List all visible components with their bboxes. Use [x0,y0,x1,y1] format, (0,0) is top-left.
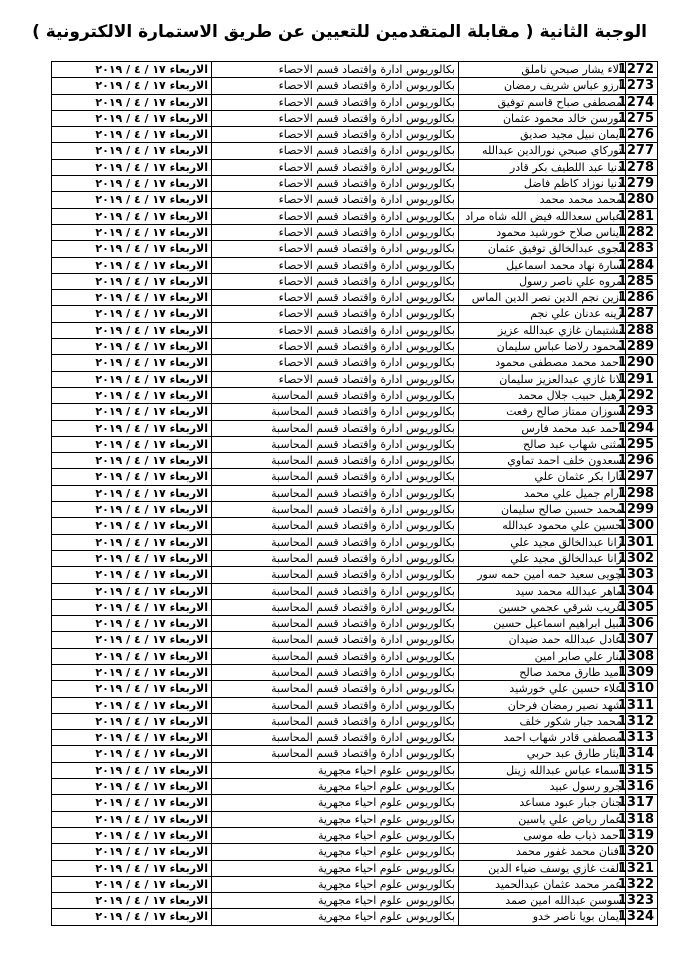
interview-date: الاربعاء ١٧ / ٤ / ٢٠١٩ [52,648,212,664]
row-number: 1305 [626,599,658,615]
applicant-name: توركاي صبحي نورالدين عبدالله [459,143,626,159]
interview-date: الاربعاء ١٧ / ٤ / ٢٠١٩ [52,779,212,795]
table-row [52,355,658,371]
interview-date: الاربعاء ١٧ / ٤ / ٢٠١٩ [52,860,212,876]
applicant-name: نشتيمان غازي عبدالله عزيز [459,322,626,338]
table-row [52,844,658,860]
degree-specialty: بكالوريوس علوم احياء مجهرية [212,811,459,827]
interview-date: الاربعاء ١٧ / ٤ / ٢٠١٩ [52,730,212,746]
degree-specialty: بكالوريوس ادارة واقتصاد قسم المحاسبة [212,502,459,518]
row-number: 1297 [626,469,658,485]
interview-date: الاربعاء ١٧ / ٤ / ٢٠١٩ [52,208,212,224]
table-row [52,322,658,338]
table-row [52,159,658,175]
degree-specialty: بكالوريوس ادارة واقتصاد قسم المحاسبة [212,713,459,729]
applicant-name: شهد نصير رمضان فرحان [459,697,626,713]
table-row [52,290,658,306]
table-row [52,534,658,550]
degree-specialty: بكالوريوس علوم احياء مجهرية [212,827,459,843]
table-row [52,469,658,485]
interview-date: الاربعاء ١٧ / ٤ / ٢٠١٩ [52,420,212,436]
applicants-table-body [52,62,658,926]
row-number: 1316 [626,779,658,795]
row-number: 1280 [626,192,658,208]
row-number: 1324 [626,909,658,925]
applicant-name: مروه علي ناصر رسول [459,273,626,289]
row-number: 1312 [626,713,658,729]
degree-specialty: بكالوريوس علوم احياء مجهرية [212,860,459,876]
degree-specialty: بكالوريوس ادارة واقتصاد قسم المحاسبة [212,697,459,713]
interview-date: الاربعاء ١٧ / ٤ / ٢٠١٩ [52,795,212,811]
degree-specialty: بكالوريوس ادارة واقتصاد قسم الاحصاء [212,273,459,289]
degree-specialty: بكالوريوس ادارة واقتصاد قسم المحاسبة [212,730,459,746]
applicant-name: اسماء عباس عبدالله زينل [459,762,626,778]
row-number: 1299 [626,502,658,518]
interview-date: الاربعاء ١٧ / ٤ / ٢٠١٩ [52,550,212,566]
applicant-name: ايمان بويا ناصر خدو [459,909,626,925]
degree-specialty: بكالوريوس ادارة واقتصاد قسم المحاسبة [212,616,459,632]
table-row [52,127,658,143]
degree-specialty: بكالوريوس علوم احياء مجهرية [212,844,459,860]
table-row [52,811,658,827]
degree-specialty: بكالوريوس ادارة واقتصاد قسم المحاسبة [212,404,459,420]
table-row [52,143,658,159]
interview-date: الاربعاء ١٧ / ٤ / ٢٠١٩ [52,469,212,485]
degree-specialty: بكالوريوس ادارة واقتصاد قسم الاحصاء [212,143,459,159]
table-row [52,762,658,778]
table-row [52,371,658,387]
row-number: 1313 [626,730,658,746]
table-row [52,893,658,909]
interview-date: الاربعاء ١٧ / ٤ / ٢٠١٩ [52,94,212,110]
row-number: 1314 [626,746,658,762]
row-number: 1274 [626,94,658,110]
applicant-name: احمد عبد محمد فارس [459,420,626,436]
interview-date: الاربعاء ١٧ / ٤ / ٢٠١٩ [52,355,212,371]
table-row [52,616,658,632]
applicant-name: مصطفى صباح قاسم توفيق [459,94,626,110]
row-number: 1298 [626,485,658,501]
row-number: 1296 [626,453,658,469]
row-number: 1310 [626,681,658,697]
row-number: 1290 [626,355,658,371]
row-number: 1317 [626,795,658,811]
applicant-name: مثنى شهاب عبد صالح [459,436,626,452]
degree-specialty: بكالوريوس ادارة واقتصاد قسم المحاسبة [212,534,459,550]
degree-specialty: بكالوريوس ادارة واقتصاد قسم المحاسبة [212,599,459,615]
interview-date: الاربعاء ١٧ / ٤ / ٢٠١٩ [52,616,212,632]
table-row [52,404,658,420]
degree-specialty: بكالوريوس ادارة واقتصاد قسم الاحصاء [212,110,459,126]
page-title: الوجبة الثانية ( مقابلة المتقدمين للتعيين عن طريق الاستمارة الالكترونية ) [32,22,647,42]
row-number: 1323 [626,893,658,909]
row-number: 1306 [626,616,658,632]
degree-specialty: بكالوريوس ادارة واقتصاد قسم المحاسبة [212,436,459,452]
table-row [52,518,658,534]
degree-specialty: بكالوريوس علوم احياء مجهرية [212,795,459,811]
applicant-name: سارة نهاد محمد اسماعيل [459,257,626,273]
applicant-name: ايناس صلاح خورشيد محمود [459,224,626,240]
applicant-name: دنيا نوزاد كاظم فاضل [459,176,626,192]
applicant-name: الفت غازي يوسف ضياء الدين [459,860,626,876]
table-row [52,176,658,192]
interview-date: الاربعاء ١٧ / ٤ / ٢٠١٩ [52,827,212,843]
degree-specialty: بكالوريوس ادارة واقتصاد قسم المحاسبة [212,469,459,485]
interview-date: الاربعاء ١٧ / ٤ / ٢٠١٩ [52,632,212,648]
applicant-name: دنيا عبد اللطيف بكر قادر [459,159,626,175]
interview-date: الاربعاء ١٧ / ٤ / ٢٠١٩ [52,909,212,925]
degree-specialty: بكالوريوس ادارة واقتصاد قسم المحاسبة [212,632,459,648]
degree-specialty: بكالوريوس ادارة واقتصاد قسم الاحصاء [212,371,459,387]
interview-date: الاربعاء ١٧ / ٤ / ٢٠١٩ [52,192,212,208]
interview-date: الاربعاء ١٧ / ٤ / ٢٠١٩ [52,436,212,452]
degree-specialty: بكالوريوس ادارة واقتصاد قسم المحاسبة [212,567,459,583]
interview-date: الاربعاء ١٧ / ٤ / ٢٠١٩ [52,697,212,713]
row-number: 1275 [626,110,658,126]
table-row [52,632,658,648]
interview-date: الاربعاء ١٧ / ٤ / ٢٠١٩ [52,876,212,892]
row-number: 1303 [626,567,658,583]
applicant-name: مصطفى قادر شهاب احمد [459,730,626,746]
interview-date: الاربعاء ١٧ / ٤ / ٢٠١٩ [52,257,212,273]
degree-specialty: بكالوريوس ادارة واقتصاد قسم المحاسبة [212,453,459,469]
degree-specialty: بكالوريوس ادارة واقتصاد قسم الاحصاء [212,176,459,192]
table-row [52,876,658,892]
degree-specialty: بكالوريوس ادارة واقتصاد قسم الاحصاء [212,127,459,143]
table-row [52,681,658,697]
table-row [52,273,658,289]
table-row [52,860,658,876]
applicant-name: عمر محمد عثمان عبدالحميد [459,876,626,892]
interview-date: الاربعاء ١٧ / ٤ / ٢٠١٩ [52,583,212,599]
row-number: 1285 [626,273,658,289]
table-row [52,208,658,224]
table-row [52,257,658,273]
degree-specialty: بكالوريوس ادارة واقتصاد قسم المحاسبة [212,746,459,762]
degree-specialty: بكالوريوس علوم احياء مجهرية [212,876,459,892]
applicant-name: افنان محمد غفور محمد [459,844,626,860]
table-row [52,224,658,240]
row-number: 1315 [626,762,658,778]
degree-specialty: بكالوريوس ادارة واقتصاد قسم المحاسبة [212,550,459,566]
table-row [52,730,658,746]
applicant-name: جنان جبار عبود مساعد [459,795,626,811]
applicant-name: محمد محمد محمد [459,192,626,208]
interview-date: الاربعاء ١٧ / ٤ / ٢٠١٩ [52,518,212,534]
applicants-table [51,61,658,926]
applicant-name: سعدون خلف احمد تماوي [459,453,626,469]
interview-date: الاربعاء ١٧ / ٤ / ٢٠١٩ [52,404,212,420]
row-number: 1287 [626,306,658,322]
degree-specialty: بكالوريوس ادارة واقتصاد قسم المحاسبة [212,518,459,534]
row-number: 1321 [626,860,658,876]
degree-specialty: بكالوريوس ادارة واقتصاد قسم المحاسبة [212,583,459,599]
applicant-name: زينه عدنان علي نجم [459,306,626,322]
applicant-name: رهيل حبيب جلال محمد [459,387,626,403]
row-number: 1286 [626,290,658,306]
interview-date: الاربعاء ١٧ / ٤ / ٢٠١٩ [52,453,212,469]
row-number: 1289 [626,339,658,355]
interview-date: الاربعاء ١٧ / ٤ / ٢٠١٩ [52,159,212,175]
interview-date: الاربعاء ١٧ / ٤ / ٢٠١٩ [52,306,212,322]
row-number: 1318 [626,811,658,827]
applicant-name: علاء حسين علي خورشيد [459,681,626,697]
degree-specialty: بكالوريوس علوم احياء مجهرية [212,893,459,909]
applicant-name: نورسن خالد محمود عثمان [459,110,626,126]
row-number: 1304 [626,583,658,599]
row-number: 1308 [626,648,658,664]
applicant-name: عادل عبدالله حمد ضيدان [459,632,626,648]
table-row [52,110,658,126]
table-row [52,436,658,452]
row-number: 1301 [626,534,658,550]
applicant-name: ازين نجم الدين نصر الدين الماس [459,290,626,306]
row-number: 1294 [626,420,658,436]
table-row [52,502,658,518]
applicant-name: لانا غازي عبدالعزيز سليمان [459,371,626,387]
degree-specialty: بكالوريوس ادارة واقتصاد قسم الاحصاء [212,339,459,355]
degree-specialty: بكالوريوس ادارة واقتصاد قسم الاحصاء [212,241,459,257]
interview-date: الاربعاء ١٧ / ٤ / ٢٠١٩ [52,290,212,306]
row-number: 1319 [626,827,658,843]
row-number: 1282 [626,224,658,240]
degree-specialty: بكالوريوس علوم احياء مجهرية [212,779,459,795]
table-row [52,664,658,680]
applicant-name: نبيل ابراهيم اسماعيل حسين [459,616,626,632]
applicant-name: الاء يشار صبحي ناملق [459,62,626,78]
applicant-name: زانا عبدالخالق مجيد علي [459,534,626,550]
table-row [52,420,658,436]
degree-specialty: بكالوريوس علوم احياء مجهرية [212,909,459,925]
table-row [52,795,658,811]
applicant-name: تارا بكر عثمان علي [459,469,626,485]
row-number: 1277 [626,143,658,159]
table-row [52,713,658,729]
table-row [52,192,658,208]
row-number: 1293 [626,404,658,420]
applicant-name: نجوى عبدالخالق توفيق عثمان [459,241,626,257]
row-number: 1284 [626,257,658,273]
applicant-name: حسين علي محمود عبدالله [459,518,626,534]
table-row [52,94,658,110]
row-number: 1300 [626,518,658,534]
interview-date: الاربعاء ١٧ / ٤ / ٢٠١٩ [52,62,212,78]
table-row [52,599,658,615]
interview-date: الاربعاء ١٧ / ٤ / ٢٠١٩ [52,811,212,827]
degree-specialty: بكالوريوس ادارة واقتصاد قسم المحاسبة [212,420,459,436]
applicant-name: غريب شرقي عجمي حسين [459,599,626,615]
applicant-name: عباس سعدالله فيض الله شاه مراد [459,208,626,224]
degree-specialty: بكالوريوس ادارة واقتصاد قسم الاحصاء [212,306,459,322]
applicant-name: اميد طارق محمد صالح [459,664,626,680]
interview-date: الاربعاء ١٧ / ٤ / ٢٠١٩ [52,176,212,192]
interview-date: الاربعاء ١٧ / ٤ / ٢٠١٩ [52,371,212,387]
table-row [52,550,658,566]
row-number: 1281 [626,208,658,224]
degree-specialty: بكالوريوس ادارة واقتصاد قسم الاحصاء [212,322,459,338]
applicant-name: ارزو عباس شريف رمضان [459,78,626,94]
row-number: 1309 [626,664,658,680]
interview-date: الاربعاء ١٧ / ٤ / ٢٠١٩ [52,339,212,355]
degree-specialty: بكالوريوس ادارة واقتصاد قسم الاحصاء [212,208,459,224]
applicant-name: ماهر عبدالله محمد سيد [459,583,626,599]
degree-specialty: بكالوريوس ادارة واقتصاد قسم الاحصاء [212,78,459,94]
table-row [52,697,658,713]
interview-date: الاربعاء ١٧ / ٤ / ٢٠١٩ [52,78,212,94]
degree-specialty: بكالوريوس ادارة واقتصاد قسم المحاسبة [212,648,459,664]
degree-specialty: بكالوريوس ادارة واقتصاد قسم المحاسبة [212,387,459,403]
table-row [52,648,658,664]
table-row [52,339,658,355]
table-row [52,583,658,599]
applicant-name: احمد ذياب طه موسى [459,827,626,843]
interview-date: الاربعاء ١٧ / ٤ / ٢٠١٩ [52,387,212,403]
degree-specialty: بكالوريوس علوم احياء مجهرية [212,762,459,778]
row-number: 1311 [626,697,658,713]
row-number: 1292 [626,387,658,403]
applicant-name: چويى سعيد حمه امين حمه سور [459,567,626,583]
applicant-name: جرو رسول عبيد [459,779,626,795]
interview-date: الاربعاء ١٧ / ٤ / ٢٠١٩ [52,599,212,615]
degree-specialty: بكالوريوس ادارة واقتصاد قسم الاحصاء [212,94,459,110]
table-row [52,387,658,403]
table-row [52,62,658,78]
interview-date: الاربعاء ١٧ / ٤ / ٢٠١٩ [52,273,212,289]
applicant-name: زانا عبدالخالق مجيد علي [459,550,626,566]
table-row [52,567,658,583]
interview-date: الاربعاء ١٧ / ٤ / ٢٠١٩ [52,127,212,143]
interview-date: الاربعاء ١٧ / ٤ / ٢٠١٩ [52,322,212,338]
interview-date: الاربعاء ١٧ / ٤ / ٢٠١٩ [52,241,212,257]
degree-specialty: بكالوريوس ادارة واقتصاد قسم المحاسبة [212,664,459,680]
row-number: 1322 [626,876,658,892]
applicant-name: محمد جبار شكور خلف [459,713,626,729]
applicant-name: سوسن عبدالله امين صمد [459,893,626,909]
row-number: 1295 [626,436,658,452]
row-number: 1276 [626,127,658,143]
row-number: 1283 [626,241,658,257]
interview-date: الاربعاء ١٧ / ٤ / ٢٠١٩ [52,110,212,126]
table-row [52,453,658,469]
table-row [52,241,658,257]
row-number: 1320 [626,844,658,860]
interview-date: الاربعاء ١٧ / ٤ / ٢٠١٩ [52,762,212,778]
degree-specialty: بكالوريوس ادارة واقتصاد قسم الاحصاء [212,257,459,273]
row-number: 1272 [626,62,658,78]
applicant-name: ايثار طارق عبد حربي [459,746,626,762]
table-row [52,827,658,843]
applicant-name: محمود رلاضا عباس سليمان [459,339,626,355]
degree-specialty: بكالوريوس ادارة واقتصاد قسم الاحصاء [212,62,459,78]
interview-date: الاربعاء ١٧ / ٤ / ٢٠١٩ [52,664,212,680]
table-row [52,746,658,762]
interview-date: الاربعاء ١٧ / ٤ / ٢٠١٩ [52,485,212,501]
row-number: 1291 [626,371,658,387]
interview-date: الاربعاء ١٧ / ٤ / ٢٠١٩ [52,746,212,762]
interview-date: الاربعاء ١٧ / ٤ / ٢٠١٩ [52,567,212,583]
applicant-name: ايمان نبيل مجيد صديق [459,127,626,143]
row-number: 1278 [626,159,658,175]
interview-date: الاربعاء ١٧ / ٤ / ٢٠١٩ [52,534,212,550]
applicant-name: عمار رياض علي ياسين [459,811,626,827]
degree-specialty: بكالوريوس ادارة واقتصاد قسم الاحصاء [212,224,459,240]
interview-date: الاربعاء ١٧ / ٤ / ٢٠١٩ [52,224,212,240]
degree-specialty: بكالوريوس ادارة واقتصاد قسم الاحصاء [212,355,459,371]
degree-specialty: بكالوريوس ادارة واقتصاد قسم المحاسبة [212,485,459,501]
degree-specialty: بكالوريوس ادارة واقتصاد قسم الاحصاء [212,290,459,306]
table-row [52,78,658,94]
applicant-name: بنار علي صابر امين [459,648,626,664]
degree-specialty: بكالوريوس ادارة واقتصاد قسم الاحصاء [212,192,459,208]
applicant-name: محمد حسين صالح سليمان [459,502,626,518]
row-number: 1279 [626,176,658,192]
applicant-name: احمد محمد مصطفى محمود [459,355,626,371]
table-row [52,485,658,501]
degree-specialty: بكالوريوس ادارة واقتصاد قسم الاحصاء [212,159,459,175]
degree-specialty: بكالوريوس ادارة واقتصاد قسم المحاسبة [212,681,459,697]
applicant-name: ارام جميل علي محمد [459,485,626,501]
row-number: 1302 [626,550,658,566]
applicant-name: سوزان ممتاز صالح رفعت [459,404,626,420]
interview-date: الاربعاء ١٧ / ٤ / ٢٠١٩ [52,681,212,697]
interview-date: الاربعاء ١٧ / ٤ / ٢٠١٩ [52,713,212,729]
table-row [52,306,658,322]
interview-date: الاربعاء ١٧ / ٤ / ٢٠١٩ [52,143,212,159]
interview-date: الاربعاء ١٧ / ٤ / ٢٠١٩ [52,502,212,518]
table-row [52,909,658,925]
interview-date: الاربعاء ١٧ / ٤ / ٢٠١٩ [52,893,212,909]
table-row [52,779,658,795]
row-number: 1273 [626,78,658,94]
interview-date: الاربعاء ١٧ / ٤ / ٢٠١٩ [52,844,212,860]
row-number: 1288 [626,322,658,338]
row-number: 1307 [626,632,658,648]
